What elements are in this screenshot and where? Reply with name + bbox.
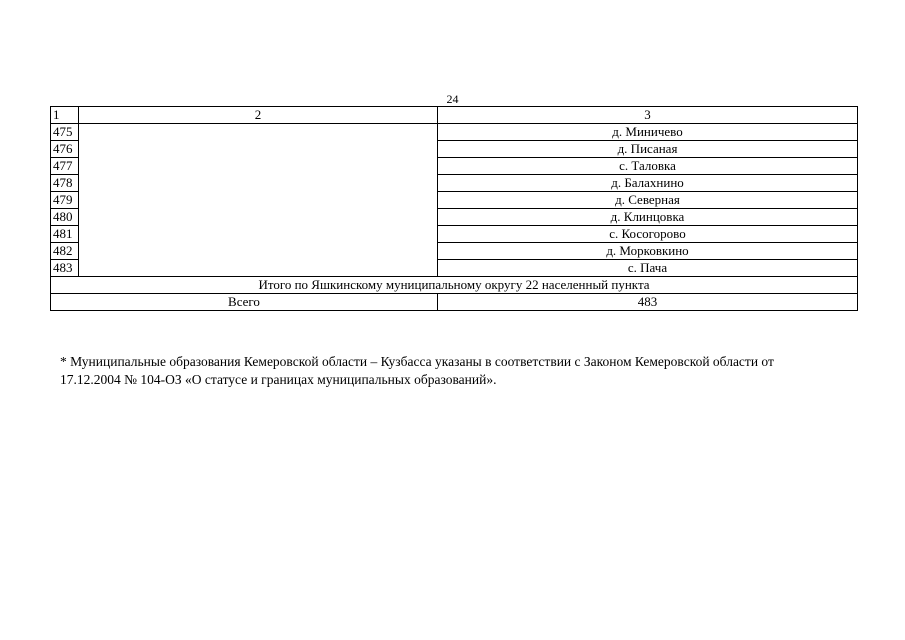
district-cell-empty xyxy=(79,124,438,277)
settlement-name: д. Клинцовка xyxy=(438,209,858,226)
table-row xyxy=(51,124,858,141)
subtotal-row xyxy=(51,277,858,294)
header-col-1: 1 xyxy=(51,107,79,124)
page-number: 24 xyxy=(446,92,459,106)
row-number: 477 xyxy=(51,158,79,175)
settlements-table xyxy=(50,106,858,311)
row-number: 478 xyxy=(51,175,79,192)
total-row xyxy=(51,294,858,311)
footnote: * Муниципальные образования Кемеровской области – Кузбасса указаны в соответствии с Законом Кемеровской области от 17.12.2004 № 104-ОЗ «О статусе и границах муниципальных образований». xyxy=(60,353,774,387)
header-col-2: 2 xyxy=(79,107,438,124)
settlement-name: с. Таловка xyxy=(438,158,858,175)
subtotal-text: Итого по Яшкинскому муниципальному округу 22 населенный пункта xyxy=(51,277,858,294)
row-number: 481 xyxy=(51,226,79,243)
row-number: 479 xyxy=(51,192,79,209)
settlement-name: д. Миничево xyxy=(438,124,858,141)
settlement-name: д. Писаная xyxy=(438,141,858,158)
header-col-3: 3 xyxy=(438,107,858,124)
total-value: 483 xyxy=(438,294,858,311)
settlement-name: д. Северная xyxy=(438,192,858,209)
total-label: Всего xyxy=(51,294,438,311)
settlement-name: д. Балахнино xyxy=(438,175,858,192)
row-number: 480 xyxy=(51,209,79,226)
table-header-row xyxy=(51,107,858,124)
row-number: 482 xyxy=(51,243,79,260)
settlement-name: с. Косогорово xyxy=(438,226,858,243)
row-number: 475 xyxy=(51,124,79,141)
settlement-name: д. Морковкино xyxy=(438,243,858,260)
row-number: 483 xyxy=(51,260,79,277)
settlement-name: с. Пача xyxy=(438,260,858,277)
row-number: 476 xyxy=(51,141,79,158)
